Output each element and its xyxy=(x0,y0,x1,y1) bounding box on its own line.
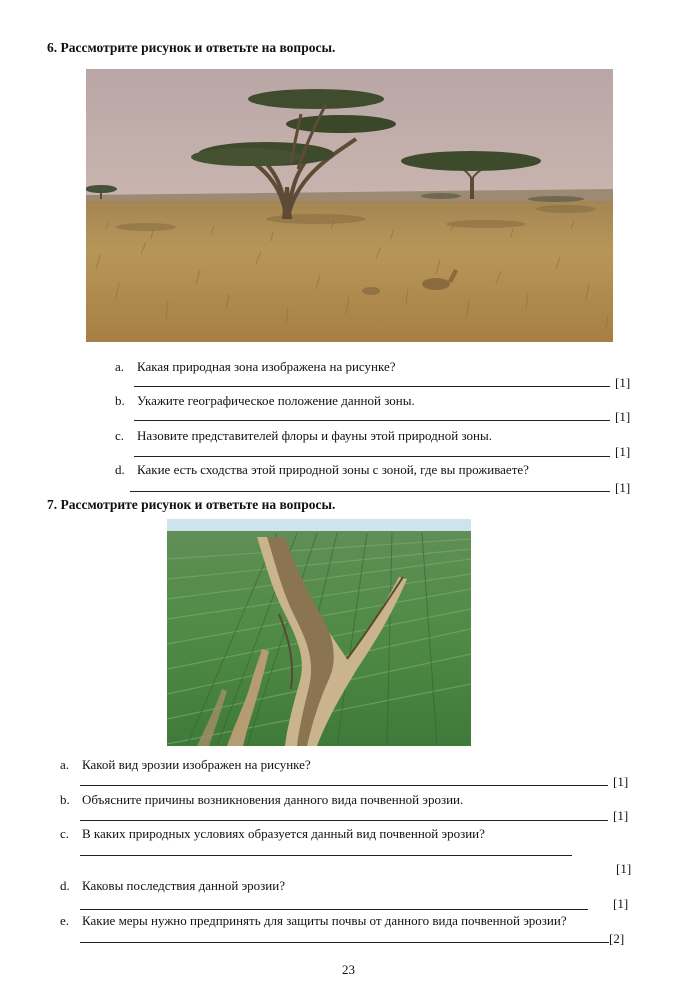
task6-heading-text: . Рассмотрите рисунок и ответьте на вопросы. xyxy=(53,40,336,55)
task6-mark-c: [1] xyxy=(615,444,631,459)
question-text: Каковы последствия данной эрозии? xyxy=(82,878,285,893)
task6-mark-a: [1] xyxy=(615,375,631,390)
task6-answer-line-d[interactable] xyxy=(130,491,610,492)
task7-answer-line-a[interactable] xyxy=(80,785,608,786)
task7-mark-e: [2] xyxy=(609,931,625,946)
task6-mark-d: [1] xyxy=(615,480,631,495)
task7-heading-text: . Рассмотрите рисунок и ответьте на вопросы. xyxy=(53,497,336,512)
question-letter: b. xyxy=(115,393,125,408)
question-letter: c. xyxy=(115,428,125,443)
question-text: Укажите географическое положение данной зоны. xyxy=(137,393,415,408)
question-letter: c. xyxy=(60,826,70,841)
task7-answer-line-d[interactable] xyxy=(80,909,588,910)
task6-answer-line-a[interactable] xyxy=(134,386,610,387)
page-number: 23 xyxy=(342,962,355,977)
task6-mark-b: [1] xyxy=(615,409,631,424)
question-text: Назовите представителей флоры и фауны этой природной зоны. xyxy=(137,428,492,443)
task7-number: 7 xyxy=(47,497,54,512)
task7-mark-a: [1] xyxy=(613,774,629,789)
question-letter: d. xyxy=(60,878,70,893)
question-letter: e. xyxy=(60,913,70,928)
task6-heading xyxy=(47,40,335,56)
question-text: Объясните причины возникновения данного вида почвенной эрозии. xyxy=(82,792,464,807)
question-letter: a. xyxy=(115,359,125,374)
task7-heading xyxy=(47,497,335,513)
task7-answer-line-e[interactable] xyxy=(80,942,609,943)
task7-mark-b: [1] xyxy=(613,808,629,823)
question-text: Какая природная зона изображена на рисунке? xyxy=(137,359,396,374)
task7-answer-line-c[interactable] xyxy=(80,855,572,856)
task7-mark-c: [1] xyxy=(616,861,632,876)
question-text: Какие есть сходства этой природной зоны с зоной, где вы проживаете? xyxy=(137,462,529,477)
task6-answer-line-c[interactable] xyxy=(134,456,610,457)
question-letter: b. xyxy=(60,792,70,807)
question-letter: a. xyxy=(60,757,70,772)
savanna-photo xyxy=(86,69,613,342)
task6-answer-line-b[interactable] xyxy=(134,420,610,421)
question-text: В каких природных условиях образуется данный вид почвенной эрозии? xyxy=(82,826,485,841)
question-letter: d. xyxy=(115,462,125,477)
erosion-photo xyxy=(167,519,471,746)
question-text: Какие меры нужно предпринять для защиты почвы от данного вида почвенной эрозии? xyxy=(82,913,567,928)
task6-number: 6 xyxy=(47,40,54,55)
question-text: Какой вид эрозии изображен на рисунке? xyxy=(82,757,311,772)
task7-answer-line-b[interactable] xyxy=(80,820,608,821)
task7-mark-d: [1] xyxy=(613,896,629,911)
